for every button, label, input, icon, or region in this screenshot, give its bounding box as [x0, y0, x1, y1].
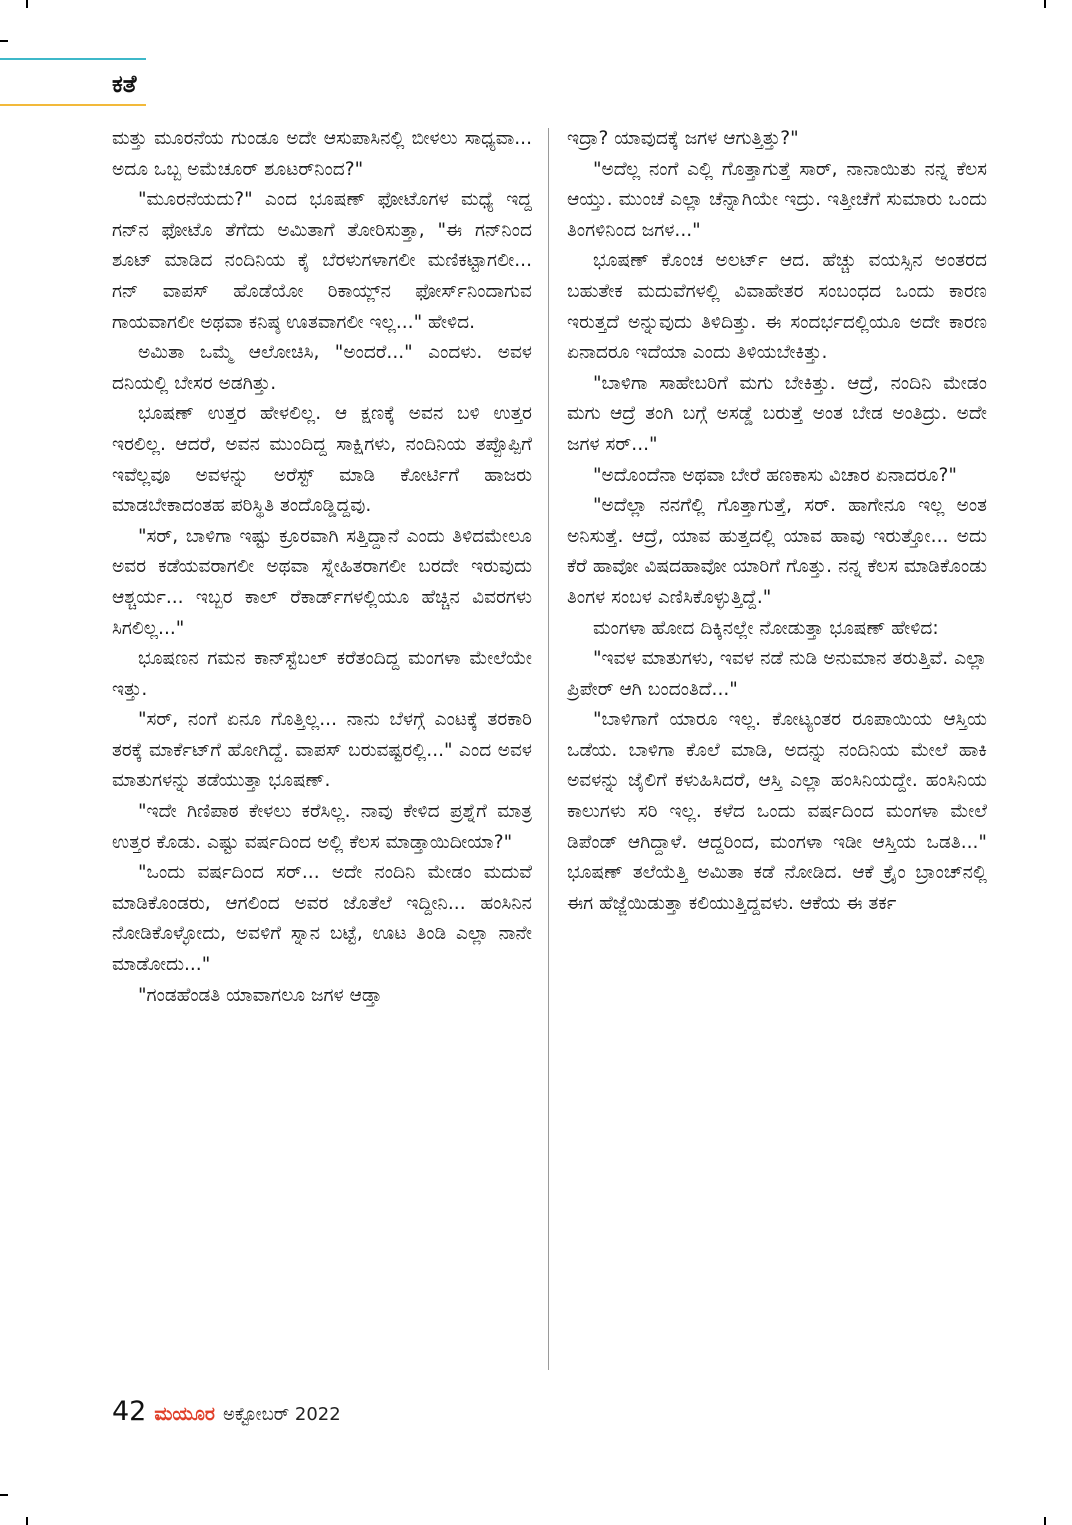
crop-mark-left-upper: [0, 40, 8, 42]
paragraph: "ಅದೊಂದೆನಾ ಅಥವಾ ಬೇರೆ ಹಣಕಾಸು ವಿಚಾರ ಏನಾದರೂ?": [593, 464, 957, 486]
crop-mark-left-lower: [0, 1494, 8, 1496]
crop-mark-bottom-left: [26, 1517, 28, 1525]
section-title: ಕತೆ: [112, 70, 137, 98]
paragraph: ಇದ್ರಾ? ಯಾವುದಕ್ಕೆ ಜಗಳ ಆಗುತ್ತಿತ್ತು?": [567, 128, 799, 149]
paragraph: "ಅದೆಲ್ಲ ನಂಗೆ ಎಲ್ಲಿ ಗೊತ್ತಾಗುತ್ತೆ ಸಾರ್, ನಾನಾಯಿತು ನನ್ನ ಕೆಲಸ ಆಯ್ತು. ಮುಂಚೆ ಎಲ್ಲಾ ಚೆನ್ನಾಗಿಯೇ ಇದ್ರು. ಇತ್ತೀಚೆಗೆ ಸುಮಾರು ಒಂದು ತಿಂಗಳಿನಿಂದ ಜಗಳ...": [567, 158, 987, 241]
crop-mark-top-right: [1044, 0, 1046, 8]
paragraph: "ಗಂಡಹೆಂಡತಿ ಯಾವಾಗಲೂ ಜಗಳ ಆಡ್ತಾ: [138, 984, 382, 1006]
paragraph: ಭೂಷಣನ ಗಮನ ಕಾನ್‌ಸ್ಟೆಬಲ್ ಕರೆತಂದಿದ್ದ ಮಂಗಳಾ ಮೇಲೆಯೇ ಇತ್ತು.: [112, 648, 532, 700]
column-divider: [548, 128, 549, 1370]
page-number: 42: [112, 1396, 147, 1427]
section-header: [0, 58, 146, 106]
paragraph: ಅಮಿತಾ ಒಮ್ಮೆ ಆಲೋಚಿಸಿ, "ಅಂದರೆ..." ಎಂದಳು. ಅವಳ ದನಿಯಲ್ಲಿ ಬೇಸರ ಅಡಗಿತ್ತು.: [112, 342, 532, 394]
paragraph: "ಒಂದು ವರ್ಷದಿಂದ ಸರ್... ಅದೇ ನಂದಿನಿ ಮೇಡಂ ಮದುವೆ ಮಾಡಿಕೊಂಡರು, ಆಗಲಿಂದ ಅವರ ಜೊತೆಲೆ ಇದ್ದೀನಿ... ಹಂಸಿನಿನ ನೋಡಿಕೊಳ್ಳೋದು, ಅವಳಿಗೆ ಸ್ನಾನ ಬಟ್ಟೆ, ಊಟ ತಿಂಡಿ ಎಲ್ಲಾ ನಾನೇ ಮಾಡೋದು...": [112, 862, 532, 976]
paragraph: ಭೂಷಣ್ ಉತ್ತರ ಹೇಳಲಿಲ್ಲ. ಆ ಕ್ಷಣಕ್ಕೆ ಅವನ ಬಳಿ ಉತ್ತರ ಇರಲಿಲ್ಲ. ಆದರೆ, ಅವನ ಮುಂದಿದ್ದ ಸಾಕ್ಷಿಗಳು, ನಂದಿನಿಯ ತಪ್ಪೊಪ್ಪಿಗೆ ಇವೆಲ್ಲವೂ ಅವಳನ್ನು ಅರೆಸ್ಟ್ ಮಾಡಿ ಕೋರ್ಟಿಗೆ ಹಾಜರು ಮಾಡಬೇಕಾದಂತಹ ಪರಿಸ್ಥಿತಿ ತಂದೊಡ್ಡಿದ್ದವು.: [112, 403, 532, 517]
issue-date: ಅಕ್ಟೋಬರ್ 2022: [222, 1404, 341, 1425]
left-column: [112, 124, 532, 1011]
paragraph: ಮತ್ತು ಮೂರನೆಯ ಗುಂಡೂ ಅದೇ ಆಸುಪಾಸಿನಲ್ಲಿ ಬೀಳಲು ಸಾಧ್ಯವಾ... ಅದೂ ಒಬ್ಬ ಅಮೆಚೂರ್ ಶೂಟರ್‌ನಿಂದ?": [112, 128, 532, 180]
right-column: [567, 124, 987, 919]
section-rule-top: [0, 58, 146, 60]
paragraph: ಭೂಷಣ್ ಕೊಂಚ ಅಲರ್ಟ್ ಆದ. ಹೆಚ್ಚು ವಯಸ್ಸಿನ ಅಂತರದ ಬಹುತೇಕ ಮದುವೆಗಳಲ್ಲಿ ವಿವಾಹೇತರ ಸಂಬಂಧದ ಒಂದು ಕಾರಣ ಇರುತ್ತದೆ ಅನ್ನುವುದು ತಿಳಿದಿತ್ತು. ಈ ಸಂದರ್ಭದಲ್ಲಿಯೂ ಅದೇ ಕಾರಣ ಏನಾದರೂ ಇದೆಯಾ ಎಂದು ತಿಳಿಯಬೇಕಿತ್ತು.: [567, 250, 987, 364]
paragraph: "ಸರ್, ಬಾಳಿಗಾ ಇಷ್ಟು ಕ್ರೂರವಾಗಿ ಸತ್ತಿದ್ದಾನೆ ಎಂದು ತಿಳಿದಮೇಲೂ ಅವರ ಕಡೆಯವರಾಗಲೀ ಅಥವಾ ಸ್ನೇಹಿತರಾಗಲೀ ಬರದೇ ಇರುವುದು ಆಶ್ಚರ್ಯ... ಇಬ್ಬರ ಕಾಲ್ ರೆಕಾರ್ಡ್‌ಗಳಲ್ಲಿಯೂ ಹೆಚ್ಚಿನ ವಿವರಗಳು ಸಿಗಲಿಲ್ಲ...": [112, 525, 532, 639]
page-footer: [112, 1396, 341, 1427]
paragraph: "ಮೂರನೆಯದು?" ಎಂದ ಭೂಷಣ್ ಫೋಟೊಗಳ ಮಧ್ಯೆ ಇದ್ದ ಗನ್‌ನ ಫೋಟೊ ತೆಗೆದು ಅಮಿತಾಗೆ ತೋರಿಸುತ್ತಾ, "ಈ ಗನ್‌ನಿಂದ ಶೂಟ್ ಮಾಡಿದ ನಂದಿನಿಯ ಕೈ ಬೆರಳುಗಳಾಗಲೀ ಮಣಿಕಟ್ಟಾಗಲೀ... ಗನ್ ವಾಪಸ್ ಹೊಡೆಯೋ ರಿಕಾಯ್ಲ್‌ನ ಫೋರ್ಸ್‌ನಿಂದಾಗುವ ಗಾಯವಾಗಲೀ ಅಥವಾ ಕನಿಷ್ಠ ಊತವಾಗಲೀ ಇಲ್ಲ..." ಹೇಳಿದ.: [112, 189, 532, 333]
crop-mark-top-left: [26, 0, 28, 8]
paragraph: "ಬಾಳಿಗಾಗೆ ಯಾರೂ ಇಲ್ಲ. ಕೋಟ್ಯಂತರ ರೂಪಾಯಿಯ ಆಸ್ತಿಯ ಒಡೆಯ. ಬಾಳಿಗಾ ಕೊಲೆ ಮಾಡಿ, ಅದನ್ನು ನಂದಿನಿಯ ಮೇಲೆ ಹಾಕಿ ಅವಳನ್ನು ಜೈಲಿಗೆ ಕಳುಹಿಸಿದರೆ, ಆಸ್ತಿ ಎಲ್ಲಾ ಹಂಸಿನಿಯದ್ದೇ. ಹಂಸಿನಿಯ ಕಾಲುಗಳು ಸರಿ ಇಲ್ಲ. ಕಳೆದ ಒಂದು ವರ್ಷದಿಂದ ಮಂಗಳಾ ಮೇಲೆ ಡಿಪೆಂಡ್ ಆಗಿದ್ದಾಳೆ. ಆದ್ದರಿಂದ, ಮಂಗಳಾ ಇಡೀ ಆಸ್ತಿಯ ಒಡತಿ..." ಭೂಷಣ್ ತಲೆಯೆತ್ತಿ ಅಮಿತಾ ಕಡೆ ನೋಡಿದ. ಆಕೆ ಕ್ರೈಂ ಬ್ರಾಂಚ್‌ನಲ್ಲಿ ಈಗ ಹೆಜ್ಜೆಯಿಡುತ್ತಾ ಕಲಿಯುತ್ತಿದ್ದವಳು. ಆಕೆಯ ಈ ತರ್ಕ: [567, 709, 987, 914]
paragraph: "ಇದೇ ಗಿಣಿಪಾಠ ಕೇಳಲು ಕರೆಸಿಲ್ಲ. ನಾವು ಕೇಳಿದ ಪ್ರಶ್ನೆಗೆ ಮಾತ್ರ ಉತ್ತರ ಕೊಡು. ಎಷ್ಟು ವರ್ಷದಿಂದ ಅಲ್ಲಿ ಕೆಲಸ ಮಾಡ್ತಾಯಿದೀಯಾ?": [112, 801, 532, 853]
paragraph: "ಬಾಳಿಗಾ ಸಾಹೇಬರಿಗೆ ಮಗು ಬೇಕಿತ್ತು. ಆದ್ರೆ, ನಂದಿನಿ ಮೇಡಂ ಮಗು ಆದ್ರೆ ತಂಗಿ ಬಗ್ಗೆ ಅಸಡ್ಡೆ ಬರುತ್ತೆ ಅಂತ ಬೇಡ ಅಂತಿದ್ರು. ಅದೇ ಜಗಳ ಸರ್...": [567, 372, 987, 455]
paragraph: ಮಂಗಳಾ ಹೋದ ದಿಕ್ಕಿನಲ್ಲೇ ನೋಡುತ್ತಾ ಭೂಷಣ್ ಹೇಳಿದ:: [593, 617, 939, 639]
paragraph: "ಅದೆಲ್ಲಾ ನನಗೆಲ್ಲಿ ಗೊತ್ತಾಗುತ್ತೆ, ಸರ್. ಹಾಗೇನೂ ಇಲ್ಲ ಅಂತ ಅನಿಸುತ್ತೆ. ಆದ್ರೆ, ಯಾವ ಹುತ್ತದಲ್ಲಿ ಯಾವ ಹಾವು ಇರುತ್ತೋ... ಅದು ಕೆರೆ ಹಾವೋ ವಿಷದಹಾವೋ ಯಾರಿಗೆ ಗೊತ್ತು. ನನ್ನ ಕೆಲಸ ಮಾಡಿಕೊಂಡು ತಿಂಗಳ ಸಂಬಳ ಎಣಿಸಿಕೊಳ್ಳುತ್ತಿದ್ದೆ.": [567, 495, 987, 608]
paragraph: "ಸರ್, ನಂಗೆ ಏನೂ ಗೊತ್ತಿಲ್ಲ... ನಾನು ಬೆಳಗ್ಗೆ ಎಂಟಕ್ಕೆ ತರಕಾರಿ ತರಕ್ಕೆ ಮಾರ್ಕೆಟ್‌ಗೆ ಹೋಗಿದ್ದೆ. ವಾಪಸ್ ಬರುವಷ್ಟರಲ್ಲಿ..." ಎಂದ ಅವಳ ಮಾತುಗಳನ್ನು ತಡೆಯುತ್ತಾ ಭೂಷಣ್.: [112, 709, 532, 792]
magazine-logo: ಮಯೂರ: [154, 1403, 215, 1425]
paragraph: "ಇವಳ ಮಾತುಗಳು, ಇವಳ ನಡೆ ನುಡಿ ಅನುಮಾನ ತರುತ್ತಿವೆ. ಎಲ್ಲಾ ಪ್ರಿಪೇರ್ ಆಗಿ ಬಂದಂತಿದೆ...": [567, 648, 987, 700]
section-rule-bottom: [0, 104, 146, 106]
crop-mark-bottom-right: [1044, 1517, 1046, 1525]
